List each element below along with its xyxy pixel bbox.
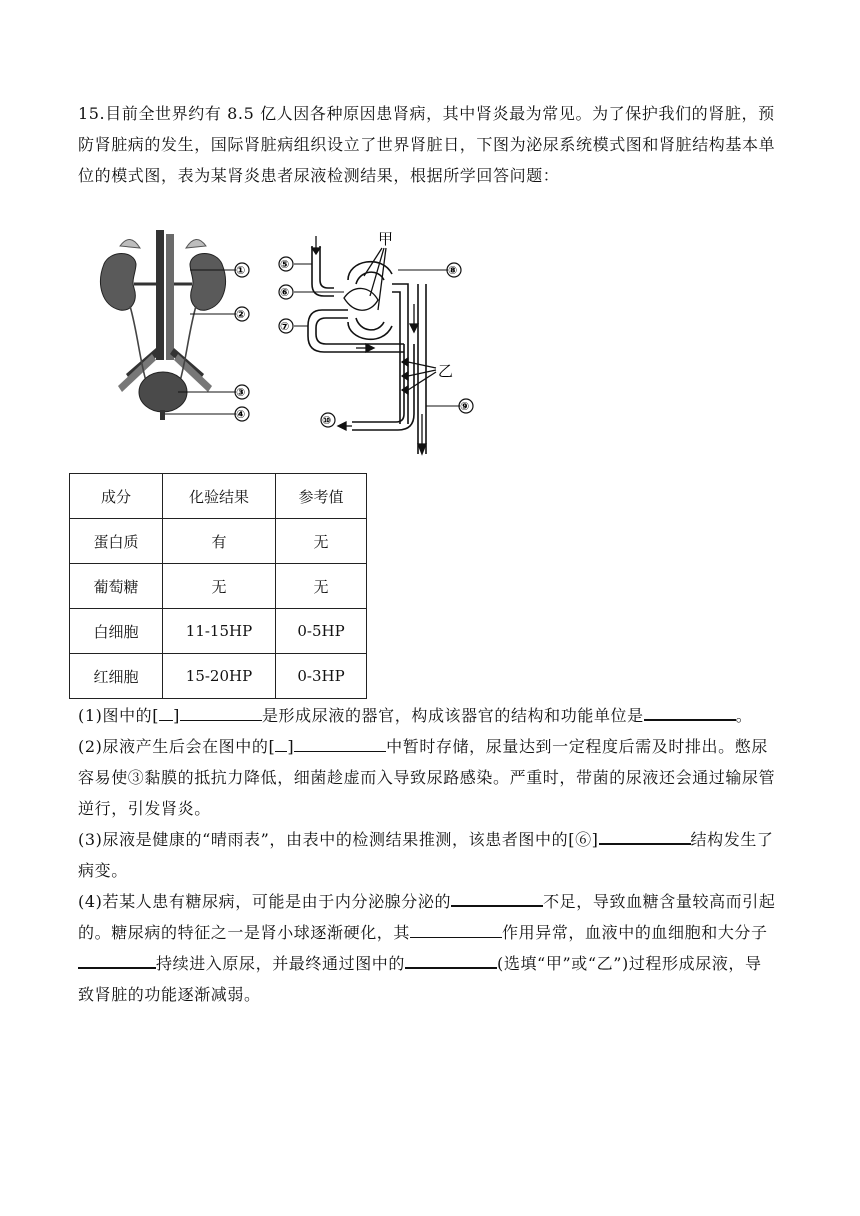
q3-text-b: 结构发生了病变。: [78, 830, 774, 880]
urinary-system-figure: [86, 214, 506, 464]
q3-structure-blank[interactable]: [599, 825, 691, 845]
table-cell: 蛋白质: [70, 519, 163, 564]
table-cell: 有: [163, 519, 276, 564]
table-row: [70, 654, 367, 699]
label-1: ①: [236, 264, 246, 277]
q4-molecule-blank[interactable]: [78, 949, 156, 969]
question-1: [78, 700, 778, 731]
q1-text-b: ]: [173, 706, 180, 725]
q2-organ-blank[interactable]: [294, 733, 386, 752]
table-cell: 无: [276, 564, 367, 609]
questions-block: [78, 700, 778, 1010]
table-cell: 11-15HP: [163, 609, 276, 654]
urine-test-table: [69, 473, 367, 699]
table-row: [70, 609, 367, 654]
label-4: ④: [236, 408, 246, 421]
label-6: ⑥: [280, 286, 290, 299]
table-cell: 无: [163, 564, 276, 609]
q2-text-b: ]: [287, 737, 295, 756]
q1-unit-blank[interactable]: [644, 701, 736, 721]
label-9: ⑨: [460, 400, 470, 413]
label-jia: 甲: [378, 230, 394, 248]
label-7: ⑦: [280, 320, 290, 333]
table-row: [70, 519, 367, 564]
table-header-row: [70, 474, 367, 519]
q1-bracket-blank[interactable]: [159, 702, 173, 721]
label-10: ⑩: [322, 414, 332, 427]
q1-organ-blank[interactable]: [180, 702, 262, 721]
q4-text-c: 作用异常，血液中的血细胞和大分子: [502, 923, 768, 942]
label-yi: 乙: [438, 362, 454, 380]
table-cell: 红细胞: [70, 654, 163, 699]
question-3: [78, 824, 778, 886]
q4-process-blank[interactable]: [405, 949, 497, 969]
q4-hormone-blank[interactable]: [451, 887, 543, 907]
q1-text-a: (1)图中的[: [78, 706, 160, 725]
q1-text-c: 是形成尿液的器官，构成该器官的结构和功能单位是: [261, 706, 644, 725]
q4-text-d: 持续进入原尿，并最终通过图中的: [156, 954, 406, 973]
table-cell: 葡萄糖: [70, 564, 163, 609]
question-4: [78, 886, 778, 1010]
q1-text-d: 。: [735, 706, 753, 725]
label-2: ②: [236, 308, 246, 321]
label-5: ⑤: [280, 258, 290, 271]
question-2: [78, 731, 778, 824]
q2-text-c: 中暂时存储，尿量达到一定程度后需及时排出。憋尿容易使③黏膜的抵抗力降低，细菌趁虚而入导致尿路感染。严重时，带菌的尿液还会通过输尿管逆行，引发肾炎。: [78, 737, 776, 818]
q4-text-b: 不足，导致血糖含量较高而引起的。糖尿病的特征之一是肾小球逐渐硬化，其: [78, 892, 776, 942]
table-header-cell: 参考值: [276, 474, 367, 519]
table-cell: 0-5HP: [276, 609, 367, 654]
label-3: ③: [236, 386, 246, 399]
q2-bracket-blank[interactable]: [275, 733, 287, 752]
table-cell: 0-3HP: [276, 654, 367, 699]
table-header-cell: 化验结果: [163, 474, 276, 519]
table-cell: 15-20HP: [163, 654, 276, 699]
urinary-system-diagram: [101, 230, 249, 421]
q3-text-a: (3)尿液是健康的“晴雨表”，由表中的检测结果推测，该患者图中的[⑥]: [78, 830, 599, 849]
table-cell: 白细胞: [70, 609, 163, 654]
table-cell: 无: [276, 519, 367, 564]
question-intro: 15.目前全世界约有 8.5 亿人因各种原因患肾病，其中肾炎最为常见。为了保护我们的肾脏，预防肾脏病的发生，国际肾脏病组织设立了世界肾脏日，下图为泌尿系统模式图和肾脏结构基本单位的模式图，表为某肾炎患者尿液检测结果，根据所学回答问题：: [78, 104, 776, 185]
q4-text-a: (4)若某人患有糖尿病，可能是由于内分泌腺分泌的: [78, 892, 452, 911]
table-header-cell: 成分: [70, 474, 163, 519]
q2-text-a: (2)尿液产生后会在图中的[: [78, 737, 276, 756]
q4-function-blank[interactable]: [410, 919, 502, 938]
table-row: [70, 564, 367, 609]
label-8: ⑧: [448, 264, 458, 277]
q4-text-e: (选填“甲”或“乙”)过程形成尿液，导致肾脏的功能逐渐减弱。: [78, 954, 762, 1004]
